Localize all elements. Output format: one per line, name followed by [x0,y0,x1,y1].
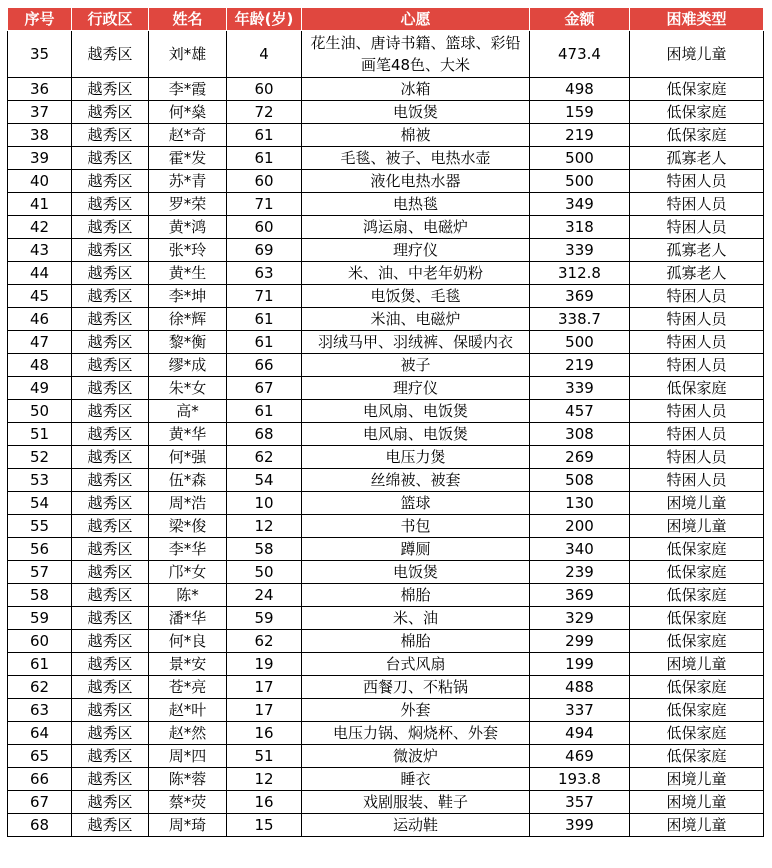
table-row [8,193,764,216]
cell-index: 58 [8,584,72,607]
table-row [8,147,764,170]
cell-district: 越秀区 [72,285,149,308]
cell-index: 37 [8,101,72,124]
cell-hardship-type: 孤寡老人 [630,262,764,285]
header-hardship-type: 困难类型 [630,8,764,31]
cell-amount: 357 [530,791,630,814]
cell-amount: 318 [530,216,630,239]
cell-hardship-type: 低保家庭 [630,607,764,630]
cell-name: 何*强 [149,446,227,469]
table-row [8,78,764,101]
cell-index: 66 [8,768,72,791]
cell-hardship-type: 特困人员 [630,469,764,492]
cell-amount: 159 [530,101,630,124]
cell-district: 越秀区 [72,239,149,262]
cell-wish: 篮球 [302,492,530,515]
cell-index: 39 [8,147,72,170]
cell-age: 60 [227,216,302,239]
table-body [8,31,764,837]
cell-name: 刘*雄 [149,31,227,78]
table-row [8,354,764,377]
cell-district: 越秀区 [72,492,149,515]
cell-wish: 米油、电磁炉 [302,308,530,331]
table-row [8,630,764,653]
cell-age: 12 [227,768,302,791]
cell-name: 赵*奇 [149,124,227,147]
cell-amount: 369 [530,584,630,607]
cell-name: 景*安 [149,653,227,676]
table-row [8,561,764,584]
cell-wish: 电饭煲 [302,561,530,584]
cell-district: 越秀区 [72,745,149,768]
cell-hardship-type: 低保家庭 [630,78,764,101]
cell-index: 49 [8,377,72,400]
table-row [8,170,764,193]
table-row [8,216,764,239]
cell-district: 越秀区 [72,653,149,676]
cell-district: 越秀区 [72,262,149,285]
cell-district: 越秀区 [72,469,149,492]
cell-wish: 液化电热水器 [302,170,530,193]
cell-index: 61 [8,653,72,676]
cell-district: 越秀区 [72,101,149,124]
cell-amount: 473.4 [530,31,630,78]
cell-amount: 340 [530,538,630,561]
cell-amount: 299 [530,630,630,653]
cell-hardship-type: 特困人员 [630,400,764,423]
cell-amount: 457 [530,400,630,423]
cell-district: 越秀区 [72,31,149,78]
cell-index: 35 [8,31,72,78]
table-row [8,492,764,515]
cell-district: 越秀区 [72,78,149,101]
cell-hardship-type: 孤寡老人 [630,239,764,262]
cell-index: 40 [8,170,72,193]
cell-district: 越秀区 [72,193,149,216]
cell-name: 霍*发 [149,147,227,170]
cell-index: 46 [8,308,72,331]
cell-index: 62 [8,676,72,699]
cell-name: 邝*女 [149,561,227,584]
cell-district: 越秀区 [72,147,149,170]
cell-hardship-type: 低保家庭 [630,745,764,768]
table-row [8,400,764,423]
cell-age: 61 [227,400,302,423]
cell-hardship-type: 低保家庭 [630,101,764,124]
cell-index: 52 [8,446,72,469]
header-amount: 金额 [530,8,630,31]
cell-wish: 电风扇、电饭煲 [302,400,530,423]
cell-index: 41 [8,193,72,216]
table-row [8,101,764,124]
table-row [8,538,764,561]
header-district: 行政区 [72,8,149,31]
cell-amount: 219 [530,354,630,377]
cell-wish: 鸿运扇、电磁炉 [302,216,530,239]
cell-district: 越秀区 [72,515,149,538]
cell-amount: 219 [530,124,630,147]
cell-age: 24 [227,584,302,607]
cell-age: 68 [227,423,302,446]
cell-hardship-type: 特困人员 [630,354,764,377]
cell-name: 周*琦 [149,814,227,837]
cell-district: 越秀区 [72,699,149,722]
table-row [8,653,764,676]
cell-hardship-type: 特困人员 [630,170,764,193]
cell-age: 12 [227,515,302,538]
cell-district: 越秀区 [72,607,149,630]
cell-name: 周*浩 [149,492,227,515]
cell-name: 陈*蓉 [149,768,227,791]
table-row [8,308,764,331]
cell-amount: 239 [530,561,630,584]
cell-age: 61 [227,147,302,170]
cell-hardship-type: 低保家庭 [630,630,764,653]
cell-amount: 349 [530,193,630,216]
cell-index: 56 [8,538,72,561]
cell-hardship-type: 低保家庭 [630,538,764,561]
cell-amount: 337 [530,699,630,722]
cell-age: 63 [227,262,302,285]
cell-hardship-type: 困境儿童 [630,653,764,676]
cell-index: 44 [8,262,72,285]
cell-age: 61 [227,308,302,331]
cell-age: 71 [227,285,302,308]
table-row [8,584,764,607]
cell-wish: 电风扇、电饭煲 [302,423,530,446]
cell-amount: 469 [530,745,630,768]
cell-wish: 电饭煲 [302,101,530,124]
wishlist-table [7,7,764,837]
table-row [8,423,764,446]
cell-hardship-type: 困境儿童 [630,791,764,814]
cell-age: 4 [227,31,302,78]
cell-age: 17 [227,699,302,722]
cell-age: 54 [227,469,302,492]
cell-index: 47 [8,331,72,354]
header-index: 序号 [8,8,72,31]
cell-name: 罗*荣 [149,193,227,216]
cell-name: 蔡*荧 [149,791,227,814]
cell-name: 周*四 [149,745,227,768]
cell-age: 10 [227,492,302,515]
cell-name: 李*霞 [149,78,227,101]
cell-age: 62 [227,630,302,653]
cell-age: 62 [227,446,302,469]
cell-district: 越秀区 [72,331,149,354]
table-row [8,676,764,699]
cell-age: 16 [227,791,302,814]
cell-hardship-type: 特困人员 [630,423,764,446]
cell-wish: 书包 [302,515,530,538]
cell-amount: 338.7 [530,308,630,331]
cell-amount: 193.8 [530,768,630,791]
cell-age: 69 [227,239,302,262]
cell-wish: 台式风扇 [302,653,530,676]
table-row [8,239,764,262]
table-row [8,331,764,354]
cell-name: 张*玲 [149,239,227,262]
cell-wish: 蹲厕 [302,538,530,561]
cell-wish: 电压力煲 [302,446,530,469]
cell-age: 19 [227,653,302,676]
cell-hardship-type: 低保家庭 [630,584,764,607]
cell-amount: 500 [530,331,630,354]
cell-index: 57 [8,561,72,584]
cell-district: 越秀区 [72,791,149,814]
cell-district: 越秀区 [72,584,149,607]
cell-hardship-type: 特困人员 [630,331,764,354]
cell-amount: 494 [530,722,630,745]
cell-wish: 毛毯、被子、电热水壶 [302,147,530,170]
header-age: 年龄(岁) [227,8,302,31]
cell-wish: 西餐刀、不粘锅 [302,676,530,699]
cell-name: 黄*华 [149,423,227,446]
cell-name: 陈* [149,584,227,607]
cell-name: 朱*女 [149,377,227,400]
cell-amount: 199 [530,653,630,676]
cell-district: 越秀区 [72,124,149,147]
cell-district: 越秀区 [72,354,149,377]
table-row [8,515,764,538]
cell-amount: 130 [530,492,630,515]
cell-amount: 308 [530,423,630,446]
cell-wish: 理疗仪 [302,239,530,262]
cell-amount: 200 [530,515,630,538]
cell-index: 48 [8,354,72,377]
table-row [8,124,764,147]
cell-name: 黄*鸿 [149,216,227,239]
cell-wish: 戏剧服装、鞋子 [302,791,530,814]
cell-age: 51 [227,745,302,768]
cell-name: 赵*然 [149,722,227,745]
cell-district: 越秀区 [72,400,149,423]
cell-district: 越秀区 [72,308,149,331]
header-name: 姓名 [149,8,227,31]
cell-district: 越秀区 [72,423,149,446]
cell-amount: 329 [530,607,630,630]
cell-name: 苏*青 [149,170,227,193]
cell-district: 越秀区 [72,676,149,699]
cell-index: 63 [8,699,72,722]
cell-index: 68 [8,814,72,837]
cell-name: 伍*森 [149,469,227,492]
cell-wish: 棉胎 [302,630,530,653]
cell-wish: 外套 [302,699,530,722]
cell-hardship-type: 困境儿童 [630,768,764,791]
cell-hardship-type: 特困人员 [630,285,764,308]
table-row [8,768,764,791]
cell-age: 61 [227,331,302,354]
cell-amount: 488 [530,676,630,699]
cell-wish: 米、油、中老年奶粉 [302,262,530,285]
cell-name: 赵*叶 [149,699,227,722]
cell-hardship-type: 困境儿童 [630,814,764,837]
cell-district: 越秀区 [72,377,149,400]
table-row [8,791,764,814]
cell-hardship-type: 困境儿童 [630,492,764,515]
cell-name: 何*良 [149,630,227,653]
cell-hardship-type: 困境儿童 [630,515,764,538]
cell-index: 60 [8,630,72,653]
cell-amount: 498 [530,78,630,101]
cell-district: 越秀区 [72,446,149,469]
cell-hardship-type: 低保家庭 [630,676,764,699]
table-row [8,446,764,469]
table-row [8,31,764,78]
cell-amount: 500 [530,147,630,170]
cell-age: 66 [227,354,302,377]
cell-hardship-type: 低保家庭 [630,561,764,584]
cell-district: 越秀区 [72,722,149,745]
cell-age: 17 [227,676,302,699]
cell-hardship-type: 特困人员 [630,193,764,216]
cell-wish: 运动鞋 [302,814,530,837]
cell-amount: 399 [530,814,630,837]
cell-age: 50 [227,561,302,584]
cell-amount: 312.8 [530,262,630,285]
cell-index: 67 [8,791,72,814]
cell-wish: 冰箱 [302,78,530,101]
cell-index: 54 [8,492,72,515]
cell-index: 38 [8,124,72,147]
cell-wish: 微波炉 [302,745,530,768]
cell-wish: 被子 [302,354,530,377]
cell-index: 45 [8,285,72,308]
cell-wish: 米、油 [302,607,530,630]
cell-index: 64 [8,722,72,745]
cell-amount: 269 [530,446,630,469]
cell-index: 36 [8,78,72,101]
cell-district: 越秀区 [72,538,149,561]
cell-hardship-type: 低保家庭 [630,377,764,400]
cell-amount: 339 [530,239,630,262]
cell-age: 16 [227,722,302,745]
cell-age: 72 [227,101,302,124]
table-row [8,814,764,837]
cell-name: 梁*俊 [149,515,227,538]
cell-district: 越秀区 [72,630,149,653]
cell-wish: 电压力锅、焖烧杯、外套 [302,722,530,745]
cell-index: 59 [8,607,72,630]
cell-name: 高* [149,400,227,423]
cell-wish: 睡衣 [302,768,530,791]
cell-hardship-type: 特困人员 [630,308,764,331]
cell-index: 43 [8,239,72,262]
cell-amount: 369 [530,285,630,308]
cell-name: 潘*华 [149,607,227,630]
table-row [8,285,764,308]
cell-hardship-type: 孤寡老人 [630,147,764,170]
cell-hardship-type: 特困人员 [630,446,764,469]
table-row [8,262,764,285]
cell-index: 50 [8,400,72,423]
table-row [8,699,764,722]
table-row [8,745,764,768]
table-row [8,607,764,630]
cell-age: 59 [227,607,302,630]
cell-age: 71 [227,193,302,216]
cell-wish: 丝绵被、被套 [302,469,530,492]
cell-wish: 棉胎 [302,584,530,607]
cell-index: 51 [8,423,72,446]
cell-age: 61 [227,124,302,147]
cell-name: 李*坤 [149,285,227,308]
cell-index: 42 [8,216,72,239]
table-row [8,377,764,400]
cell-index: 55 [8,515,72,538]
cell-district: 越秀区 [72,768,149,791]
cell-name: 黎*衡 [149,331,227,354]
cell-wish: 羽绒马甲、羽绒裤、保暖内衣 [302,331,530,354]
cell-hardship-type: 低保家庭 [630,722,764,745]
cell-age: 67 [227,377,302,400]
cell-name: 何*燊 [149,101,227,124]
cell-name: 李*华 [149,538,227,561]
cell-wish: 电热毯 [302,193,530,216]
cell-name: 苍*亮 [149,676,227,699]
cell-amount: 339 [530,377,630,400]
header-row [8,8,764,31]
cell-hardship-type: 低保家庭 [630,124,764,147]
cell-district: 越秀区 [72,814,149,837]
cell-age: 15 [227,814,302,837]
header-wish: 心愿 [302,8,530,31]
cell-hardship-type: 困境儿童 [630,31,764,78]
cell-index: 53 [8,469,72,492]
cell-district: 越秀区 [72,216,149,239]
cell-wish: 电饭煲、毛毯 [302,285,530,308]
cell-hardship-type: 特困人员 [630,216,764,239]
table-row [8,722,764,745]
cell-district: 越秀区 [72,170,149,193]
cell-name: 缪*成 [149,354,227,377]
cell-name: 徐*辉 [149,308,227,331]
cell-age: 60 [227,170,302,193]
cell-name: 黄*生 [149,262,227,285]
cell-age: 60 [227,78,302,101]
cell-amount: 508 [530,469,630,492]
cell-district: 越秀区 [72,561,149,584]
cell-wish: 花生油、唐诗书籍、篮球、彩铅画笔48色、大米 [302,31,530,78]
table-row [8,469,764,492]
cell-wish: 棉被 [302,124,530,147]
cell-index: 65 [8,745,72,768]
cell-amount: 500 [530,170,630,193]
cell-wish: 理疗仪 [302,377,530,400]
cell-hardship-type: 低保家庭 [630,699,764,722]
cell-age: 58 [227,538,302,561]
